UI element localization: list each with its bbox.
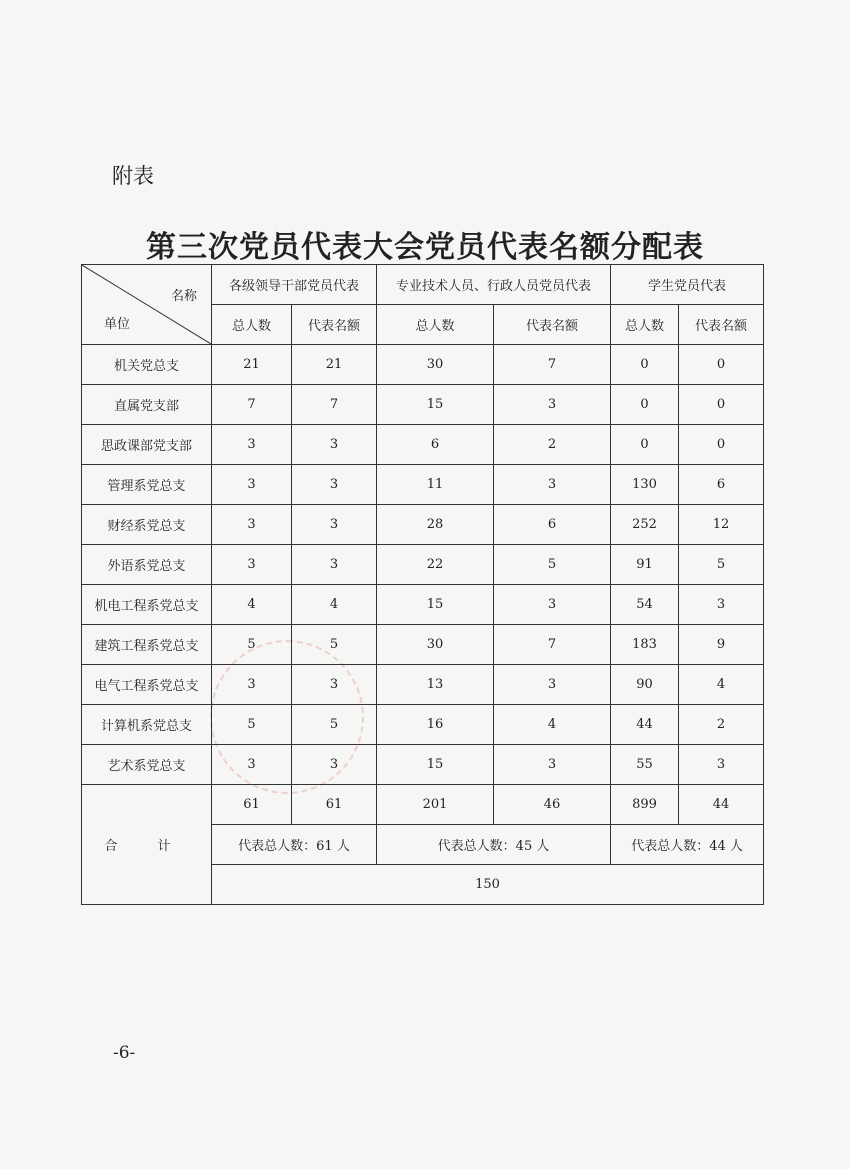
table-row — [82, 545, 764, 585]
value-cell: 3 — [494, 745, 611, 785]
value-cell: 3 — [679, 585, 764, 625]
group-total-cell: 代表总人数：45 人 — [377, 825, 611, 865]
value-cell: 7 — [494, 625, 611, 665]
group-total-cell: 代表总人数：61 人 — [212, 825, 377, 865]
unit-cell: 机电工程系党总支 — [82, 585, 212, 625]
unit-cell: 外语系党总支 — [82, 545, 212, 585]
value-cell: 16 — [377, 705, 494, 745]
value-cell: 183 — [611, 625, 679, 665]
value-cell: 30 — [377, 625, 494, 665]
value-cell: 3 — [292, 425, 377, 465]
table-row — [82, 465, 764, 505]
value-cell: 12 — [679, 505, 764, 545]
allocation-table — [81, 264, 764, 905]
sub-header-total: 总人数 — [212, 305, 292, 345]
total-label: 合 计 — [82, 785, 212, 905]
value-cell: 3 — [494, 465, 611, 505]
total-value-cell: 201 — [377, 785, 494, 825]
unit-cell: 计算机系党总支 — [82, 705, 212, 745]
total-value-cell: 899 — [611, 785, 679, 825]
value-cell: 3 — [212, 505, 292, 545]
value-cell: 6 — [679, 465, 764, 505]
value-cell: 3 — [292, 545, 377, 585]
value-cell: 6 — [377, 425, 494, 465]
value-cell: 2 — [494, 425, 611, 465]
total-value-cell: 44 — [679, 785, 764, 825]
total-value-cell: 46 — [494, 785, 611, 825]
value-cell: 4 — [292, 585, 377, 625]
sub-header-total: 总人数 — [377, 305, 494, 345]
value-cell: 2 — [679, 705, 764, 745]
value-cell: 3 — [212, 745, 292, 785]
value-cell: 3 — [494, 385, 611, 425]
table-row — [82, 745, 764, 785]
value-cell: 5 — [292, 625, 377, 665]
header-row-groups — [82, 265, 764, 305]
value-cell: 0 — [679, 385, 764, 425]
value-cell: 4 — [212, 585, 292, 625]
value-cell: 3 — [292, 745, 377, 785]
document-title: 第三次党员代表大会党员代表名额分配表 — [146, 230, 704, 265]
table-row — [82, 585, 764, 625]
sub-header-total: 总人数 — [611, 305, 679, 345]
value-cell: 21 — [292, 345, 377, 385]
unit-cell: 机关党总支 — [82, 345, 212, 385]
value-cell: 3 — [292, 665, 377, 705]
value-cell: 5 — [292, 705, 377, 745]
value-cell: 7 — [292, 385, 377, 425]
table-row — [82, 625, 764, 665]
corner-cell — [82, 265, 212, 345]
sub-header-quota: 代表名额 — [679, 305, 764, 345]
value-cell: 7 — [494, 345, 611, 385]
corner-name-label: 名称 — [170, 289, 197, 304]
value-cell: 7 — [212, 385, 292, 425]
unit-cell: 财经系党总支 — [82, 505, 212, 545]
value-cell: 21 — [212, 345, 292, 385]
value-cell: 0 — [611, 385, 679, 425]
value-cell: 3 — [212, 465, 292, 505]
value-cell: 3 — [494, 585, 611, 625]
group-header-leaders: 各级领导干部党员代表 — [212, 265, 377, 305]
table-row — [82, 665, 764, 705]
value-cell: 4 — [679, 665, 764, 705]
value-cell: 55 — [611, 745, 679, 785]
value-cell: 0 — [611, 345, 679, 385]
value-cell: 3 — [292, 465, 377, 505]
group-total-cell: 代表总人数：44 人 — [611, 825, 764, 865]
unit-cell: 直属党支部 — [82, 385, 212, 425]
value-cell: 15 — [377, 385, 494, 425]
appendix-label: 附表 — [112, 164, 154, 188]
table-row — [82, 425, 764, 465]
value-cell: 3 — [679, 745, 764, 785]
value-cell: 91 — [611, 545, 679, 585]
value-cell: 3 — [292, 505, 377, 545]
page-number: -6- — [113, 1043, 136, 1063]
value-cell: 5 — [494, 545, 611, 585]
corner-unit-label: 单位 — [104, 317, 131, 332]
value-cell: 3 — [212, 545, 292, 585]
value-cell: 13 — [377, 665, 494, 705]
value-cell: 11 — [377, 465, 494, 505]
value-cell: 15 — [377, 585, 494, 625]
value-cell: 15 — [377, 745, 494, 785]
value-cell: 4 — [494, 705, 611, 745]
value-cell: 30 — [377, 345, 494, 385]
value-cell: 5 — [212, 625, 292, 665]
value-cell: 22 — [377, 545, 494, 585]
totals-row — [82, 785, 764, 825]
value-cell: 0 — [679, 425, 764, 465]
table-row — [82, 505, 764, 545]
group-header-students: 学生党员代表 — [611, 265, 764, 305]
sub-header-quota: 代表名额 — [292, 305, 377, 345]
value-cell: 3 — [212, 425, 292, 465]
unit-cell: 艺术系党总支 — [82, 745, 212, 785]
table-row — [82, 705, 764, 745]
sub-header-quota: 代表名额 — [494, 305, 611, 345]
total-value-cell: 61 — [212, 785, 292, 825]
total-value-cell: 61 — [292, 785, 377, 825]
value-cell: 3 — [494, 665, 611, 705]
unit-cell: 建筑工程系党总支 — [82, 625, 212, 665]
value-cell: 9 — [679, 625, 764, 665]
value-cell: 0 — [679, 345, 764, 385]
value-cell: 44 — [611, 705, 679, 745]
grand-total-cell: 150 — [212, 865, 764, 905]
value-cell: 5 — [212, 705, 292, 745]
diagonal-line — [82, 265, 211, 344]
unit-cell: 电气工程系党总支 — [82, 665, 212, 705]
value-cell: 130 — [611, 465, 679, 505]
value-cell: 3 — [212, 665, 292, 705]
group-header-staff: 专业技术人员、行政人员党员代表 — [377, 265, 611, 305]
unit-cell: 管理系党总支 — [82, 465, 212, 505]
value-cell: 54 — [611, 585, 679, 625]
unit-cell: 思政课部党支部 — [82, 425, 212, 465]
value-cell: 5 — [679, 545, 764, 585]
value-cell: 90 — [611, 665, 679, 705]
table-row — [82, 385, 764, 425]
table-row — [82, 345, 764, 385]
value-cell: 28 — [377, 505, 494, 545]
value-cell: 0 — [611, 425, 679, 465]
value-cell: 252 — [611, 505, 679, 545]
value-cell: 6 — [494, 505, 611, 545]
